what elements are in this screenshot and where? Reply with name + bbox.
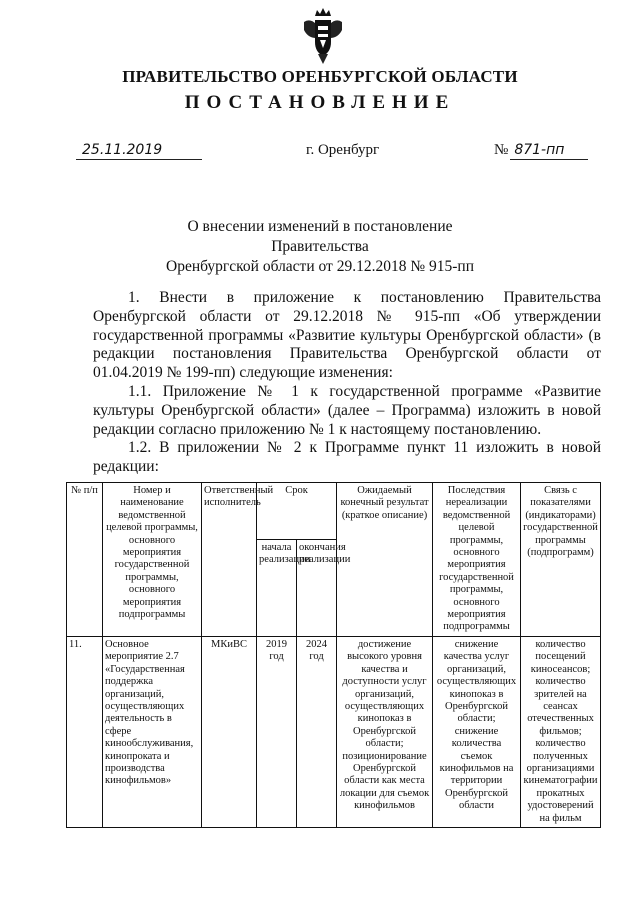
row-link: количество посещений киносеансов; количество зрителей на сеансах отечественных фильмов; количество полученных организациями кинематографии прокатных удостоверений на фильм xyxy=(521,636,601,827)
row-responsible: МКиВС xyxy=(202,636,257,827)
number-value: 871-пп xyxy=(514,142,565,158)
table-row xyxy=(67,636,601,827)
row-num: 11. xyxy=(67,636,103,827)
decree-body xyxy=(93,289,601,477)
header-num: № п/п xyxy=(67,483,103,637)
number-underline xyxy=(510,159,588,160)
header-consequences: Последствия нереализации ведомственной целевой программы, основного мероприятия государственной программы, основного мероприятия подпрограммы xyxy=(433,483,521,637)
row-start: 2019 год xyxy=(257,636,297,827)
decree-city: г. Оренбург xyxy=(306,142,380,158)
program-table xyxy=(66,482,601,828)
number-sign: № xyxy=(494,142,509,158)
decree-date: 25.11.2019 xyxy=(82,142,163,158)
row-consequences: снижение качества услуг организаций, осуществляющих кинопоказ в Оренбургской области; снижение количества съемок кинофильмов на территории Оренбургской области xyxy=(433,636,521,827)
paragraph-1: 1. Внести в приложение к постановлению Правительства Оренбургской области от 29.12.2018 № 915-пп «Об утверждении государственной программы «Развитие культуры Оренбургской области» (в редакции постановления Правительства Оренбургской области от 01.04.2019 № 199-пп) следующие изменения: xyxy=(93,289,601,382)
header-result: Ожидаемый конечный результат (краткое описание) xyxy=(337,483,433,637)
coat-of-arms-icon xyxy=(302,8,344,64)
subject-line-1: О внесении изменений в постановление Правительства xyxy=(187,218,453,255)
table-header-row xyxy=(67,483,601,540)
header-term: Срок xyxy=(257,483,337,540)
row-name: Основное мероприятие 2.7 «Государственная поддержка организаций, осуществляющих деятельность в сфере кинообслуживания, кинопроката и производства кинофильмов» xyxy=(103,636,202,827)
header-end: окончания реализации xyxy=(297,539,337,636)
decree-number xyxy=(494,142,564,159)
row-end: 2024 год xyxy=(297,636,337,827)
header-start: начала реализации xyxy=(257,539,297,636)
header-name: Номер и наименование ведомственной целевой программы, основного мероприятия государственной программы, основного мероприятия подпрограммы xyxy=(103,483,202,637)
decree-subject xyxy=(150,217,490,277)
subject-line-2: Оренбургской области от 29.12.2018 № 915-пп xyxy=(166,258,474,275)
government-name: ПРАВИТЕЛЬСТВО ОРЕНБУРГСКОЙ ОБЛАСТИ xyxy=(122,67,518,86)
header-link: Связь с показателями (индикаторами) государственной программы (подпрограмм) xyxy=(521,483,601,637)
date-underline xyxy=(76,159,202,160)
paragraph-1-2: 1.2. В приложении № 2 к Программе пункт 11 изложить в новой редакции: xyxy=(93,439,601,476)
header-responsible: Ответственный исполнитель xyxy=(202,483,257,637)
paragraph-1-1: 1.1. Приложение № 1 к государственной программе «Развитие культуры Оренбургской области» (далее – Программа) изложить в новой редакции согласно приложению № 1 к настоящему постановлению. xyxy=(93,382,601,438)
row-result: достижение высокого уровня качества и доступности услуг организаций, осуществляющих кинопоказ в Оренбургской области; позиционирование Оренбургской области как места локации для съемок кинофильмов xyxy=(337,636,433,827)
document-type: ПОСТАНОВЛЕНИЕ xyxy=(184,92,456,113)
